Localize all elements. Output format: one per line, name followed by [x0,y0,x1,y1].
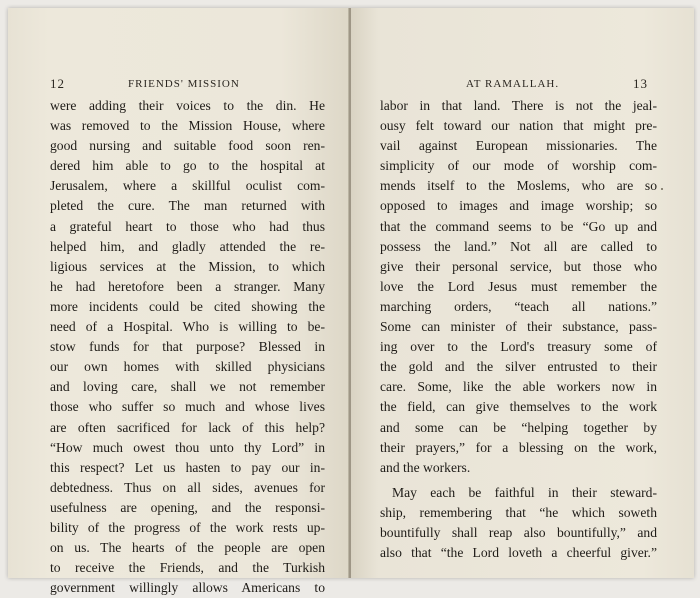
text-line: that the command seems to be “Go up and [380,218,657,234]
text-line: mends itself to the Moslems, who are so [380,178,657,194]
text-line: government willingly allows Americans to [50,580,325,596]
text-line: usefulness are opening, and the responsi- [50,499,325,515]
text-line: labor in that land. There is not the jeal- [380,98,657,113]
text-line: helped him, and gladly attended the re- [50,238,325,254]
text-line: good nursing and suitable food soon ren- [50,138,325,154]
text-line: on us. The hearts of the people are open [50,540,325,556]
text-line: the gold and the silver entrusted to their [380,359,657,375]
text-line: bility of the progress of the work rests up- [50,519,325,535]
text-line: ousy felt toward our nation that might pre- [380,118,657,134]
text-line: ligious services at the Mission, to which [50,258,325,274]
open-book [8,8,694,596]
text-line: “How much owest thou unto thy Lord” in [50,439,325,455]
text-line: possess the land.” Not all are called to [380,238,657,254]
text-line: May each be faithful in their steward- [392,484,657,500]
text-line: a grateful heart to those who had thus [50,218,325,234]
text-line: ship, remembering that “he which soweth [380,504,657,520]
text-line: the field, can give themselves to the work [380,399,657,415]
text-line: pleted the cure. The man returned with [50,198,325,214]
text-line: vail against European missionaries. The [380,138,657,154]
right-page-number: 13 [633,76,648,91]
text-line: their prayers,” for a blessing on the work, [380,439,657,455]
right-running-title: AT RAMALLAH. [466,78,560,90]
left-page [8,8,349,596]
text-line: he had heretofore been a stranger. Many [50,278,325,294]
right-page-body [380,96,657,563]
left-page-number: 12 [50,76,65,91]
left-page-body [50,96,325,598]
text-line: debtedness. Thus on all sides, avenues for [50,479,325,495]
text-line: this respect? Let us hasten to pay our in- [50,459,325,475]
text-line: was removed to the Mission House, where [50,118,325,134]
right-page [351,8,694,578]
text-line: need of a Hospital. Who is willing to be- [50,319,325,335]
text-line: and loving care, shall we not remember [50,379,325,395]
paper-speck [661,188,663,190]
text-line: Some can minister of their substance, pass- [380,319,657,335]
text-line: opposed to images and image worship; so [380,198,657,214]
text-line: simplicity of our mode of worship com- [380,158,657,174]
text-line: dered him able to go to the hospital at [50,158,325,174]
text-line: our own homes with skilled physicians [50,359,325,375]
text-line: ing over to the Lord's treasury some of [380,339,657,355]
text-line: marching orders, “teach all nations.” [380,298,657,314]
text-line: Jerusalem, where a skillful oculist com- [50,178,325,194]
text-line: and some can be “helping together by [380,419,657,435]
text-line: give their personal service, but those who [380,258,657,274]
text-line: to receive the Friends, and the Turkish [50,560,325,576]
text-line: bountifully shall reap also bountifully,” and [380,524,657,540]
text-line: more incidents could be cited showing the [50,298,325,314]
text-line: care. Some, like the able workers now in [380,379,657,395]
text-line: love the Lord Jesus must remember the [380,278,657,294]
left-running-title: FRIENDS' MISSION [128,78,240,90]
text-line: stow funds for that purpose? Blessed in [50,339,325,355]
text-line: are often sacrificed for lack of this help? [50,419,325,435]
text-line: also that “the Lord loveth a cheerful giver.” [380,545,657,561]
text-line: were adding their voices to the din. He [50,98,325,113]
text-line: those who suffer so much and whose lives [50,399,325,415]
text-line: and the workers. [380,459,471,475]
